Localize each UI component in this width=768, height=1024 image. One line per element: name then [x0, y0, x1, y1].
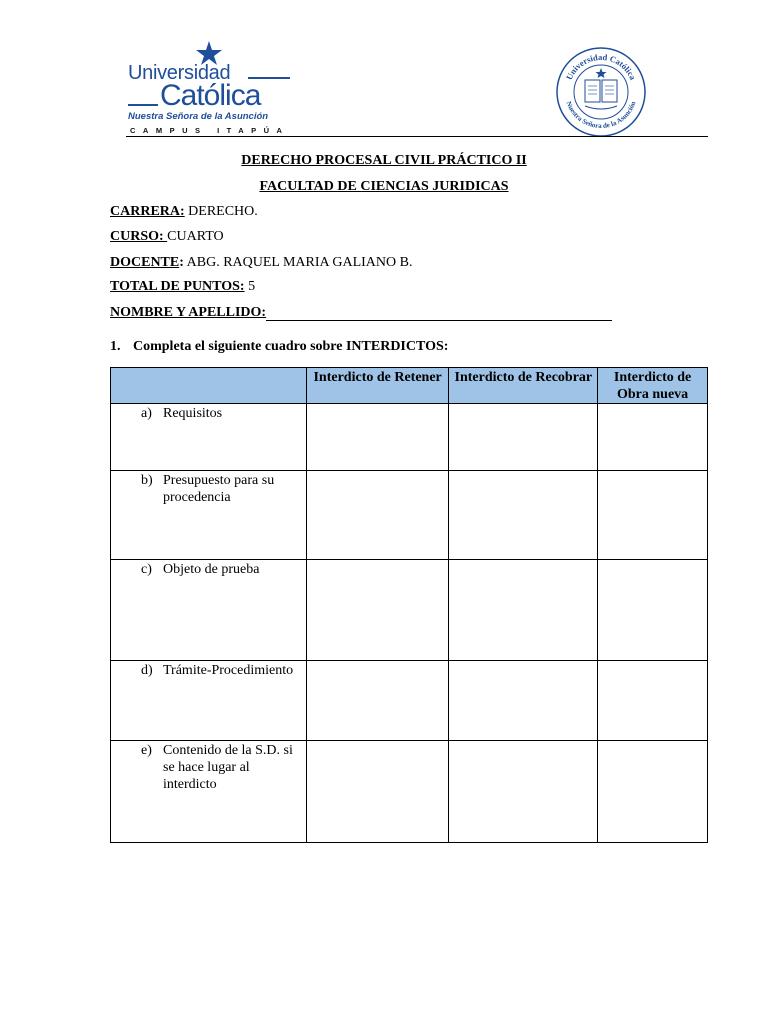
faculty-title: FACULTAD DE CIENCIAS JURIDICAS [259, 179, 509, 194]
field-label: DOCENTE [110, 255, 180, 270]
table-row [111, 404, 708, 471]
table-row [111, 741, 708, 843]
logo-nuestra-senora: Nuestra Señora de la Asunción [128, 111, 269, 122]
field-value: CUARTO [167, 229, 224, 244]
question-number: 1. [110, 339, 121, 354]
field-label: CARRERA: [110, 204, 185, 219]
row-label-cell [111, 661, 307, 741]
answer-cell[interactable] [306, 560, 449, 661]
field-curso [110, 229, 224, 245]
answer-cell[interactable] [306, 661, 449, 741]
svg-text:Nuestra Señora de la Asunción [565, 100, 638, 130]
answer-cell[interactable] [449, 404, 598, 471]
row-label: Requisitos [163, 406, 223, 421]
header-cell: Interdicto de Retener [306, 368, 449, 404]
answer-cell[interactable] [449, 560, 598, 661]
answer-cell[interactable] [598, 741, 708, 843]
name-blank-line[interactable] [266, 306, 612, 321]
header-cell: Interdicto de Recobrar [449, 368, 598, 404]
answer-cell[interactable] [598, 471, 708, 560]
field-nombre-apellido[interactable] [110, 305, 612, 321]
answer-cell[interactable] [598, 560, 708, 661]
field-value: ABG. RAQUEL MARIA GALIANO B. [183, 255, 413, 270]
question-text: Completa el siguiente cuadro sobre INTERDICTOS: [133, 339, 449, 354]
question-1 [110, 339, 448, 355]
table-row [111, 471, 708, 560]
table-row [111, 661, 708, 741]
logo-catolica: Católica [160, 79, 261, 112]
answer-cell[interactable] [449, 741, 598, 843]
university-seal-icon [555, 46, 647, 138]
header-cell: Interdicto de Obra nueva [598, 368, 708, 404]
answer-cell[interactable] [449, 661, 598, 741]
table-row [111, 560, 708, 661]
logo-campus: CAMPUS ITAPÚA [130, 126, 290, 135]
field-docente [110, 255, 412, 271]
header-empty-cell [111, 368, 307, 404]
row-label: Trámite-Procedimiento [163, 663, 294, 678]
answer-cell[interactable] [449, 471, 598, 560]
field-label: CURSO: [110, 229, 168, 244]
interdictos-table [110, 367, 708, 843]
field-value: 5 [244, 279, 256, 294]
logo-universidad: Universidad [128, 62, 231, 84]
field-total-puntos [110, 279, 255, 295]
university-logo [126, 40, 296, 140]
answer-cell[interactable] [306, 471, 449, 560]
field-value: DERECHO. [184, 204, 258, 219]
document-title: DERECHO PROCESAL CIVIL PRÁCTICO II [241, 153, 527, 168]
header-divider [126, 136, 708, 137]
seal-bottom-text: Nuestra Señora de la Asunción [564, 100, 638, 131]
answer-cell[interactable] [598, 404, 708, 471]
row-letter: e) [141, 743, 152, 758]
field-separator: : [179, 255, 184, 270]
row-label-cell [111, 471, 307, 560]
answer-cell[interactable] [306, 741, 449, 843]
field-label: NOMBRE Y APELLIDO: [110, 305, 267, 320]
answer-cell[interactable] [306, 404, 449, 471]
row-letter: b) [141, 473, 153, 488]
row-label-cell [111, 560, 307, 661]
row-label-cell [111, 404, 307, 471]
row-label: Presupuesto para su procedencia [163, 473, 275, 505]
row-label-cell [111, 741, 307, 843]
answer-cell[interactable] [598, 661, 708, 741]
logo-line [128, 104, 158, 106]
table-header-row [111, 368, 708, 404]
row-label: Contenido de la S.D. si se hace lugar al interdicto [163, 743, 293, 792]
row-label: Objeto de prueba [163, 562, 260, 577]
seal-top-text: Universidad Católica [563, 51, 639, 82]
field-label: TOTAL DE PUNTOS: [110, 279, 245, 294]
field-carrera [110, 204, 258, 220]
row-letter: a) [141, 406, 152, 421]
row-letter: c) [141, 562, 152, 577]
row-letter: d) [141, 663, 153, 678]
